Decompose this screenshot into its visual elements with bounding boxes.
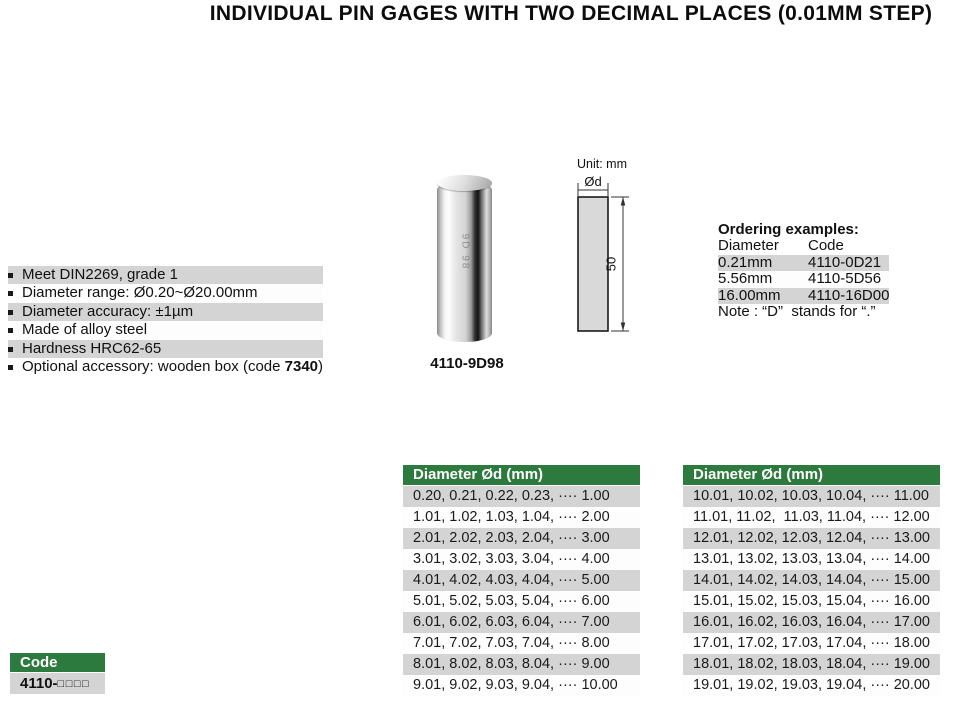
feature-item [8, 321, 323, 339]
pin-gage-engraving: 9D 98 [459, 233, 470, 271]
pin-gage-code-label: 4110-9D98 [430, 355, 504, 372]
feature-text: Diameter range: Ø0.20~Ø20.00mm [22, 284, 258, 302]
feature-text: Diameter accuracy: ±1µm [22, 302, 194, 320]
table-row: 7.01, 7.02, 7.03, 7.04, ···· 8.00 [403, 633, 640, 654]
ordering-row-diameter: 0.21mm [718, 253, 773, 271]
bullet-square-icon [8, 310, 13, 315]
feature-text-post: ) [318, 358, 324, 376]
dimension-drawing [565, 172, 640, 342]
table-row: 10.01, 10.02, 10.03, 10.04, ···· 11.00 [683, 486, 940, 507]
feature-item [8, 284, 323, 302]
pin-gage-photo [437, 175, 492, 342]
table-row: 3.01, 3.02, 3.03, 3.04, ···· 4.00 [403, 549, 640, 570]
feature-text: Meet DIN2269, grade 1 [22, 266, 178, 283]
feature-item [8, 303, 323, 321]
table-row: 13.01, 13.02, 13.03, 13.04, ···· 14.00 [683, 549, 940, 570]
bullet-square-icon [8, 328, 13, 333]
code-prefix: 4110- [20, 675, 58, 692]
bullet-square-icon [8, 273, 13, 278]
feature-item [8, 340, 323, 358]
table-row: 14.01, 14.02, 14.03, 14.04, ···· 15.00 [683, 570, 940, 591]
table-row: 17.01, 17.02, 17.03, 17.04, ···· 18.00 [683, 633, 940, 654]
table-row: 4.01, 4.02, 4.03, 4.04, ···· 5.00 [403, 570, 640, 591]
feature-list [8, 266, 323, 376]
table-row: 2.01, 2.02, 2.03, 2.04, ···· 3.00 [403, 528, 640, 549]
table-row: 1.01, 1.02, 1.03, 1.04, ···· 2.00 [403, 507, 640, 528]
page-title: INDIVIDUAL PIN GAGES WITH TWO DECIMAL PLACES (0.01MM STEP) [209, 2, 933, 25]
ordering-column-headers [718, 238, 889, 254]
bullet-square-icon [8, 291, 13, 296]
bullet-square-icon [8, 347, 13, 352]
ordering-row-code: 4110-5D56 [808, 270, 882, 288]
table-row: 18.01, 18.02, 18.03, 18.04, ···· 19.00 [683, 654, 940, 675]
table-header: Diameter Ød (mm) [683, 465, 940, 486]
ordering-col-code: Code [808, 237, 844, 255]
ordering-examples [718, 222, 889, 320]
table-row: 11.01, 11.02, 11.03, 11.04, ···· 12.00 [683, 507, 940, 528]
table-row: 9.01, 9.02, 9.03, 9.04, ···· 10.00 [403, 675, 640, 696]
diameter-dim-label: Ød [584, 174, 602, 189]
table-row: 0.20, 0.21, 0.22, 0.23, ···· 1.00 [403, 486, 640, 507]
code-placeholder-boxes: □□□□ [57, 678, 91, 690]
ordering-row [718, 255, 889, 271]
table-row: 8.01, 8.02, 8.03, 8.04, ···· 9.00 [403, 654, 640, 675]
code-box [10, 653, 105, 694]
ordering-row [718, 288, 889, 304]
feature-text [22, 358, 323, 376]
ordering-row-code: 4110-16D00 [808, 286, 890, 304]
ordering-row [718, 271, 889, 287]
length-dim-value: 50 [603, 256, 619, 272]
table-row: 12.01, 12.02, 12.03, 12.04, ···· 13.00 [683, 528, 940, 549]
feature-text-pre: Optional accessory: wooden box (code [22, 358, 285, 376]
bullet-square-icon [8, 365, 13, 370]
table-header: Diameter Ød (mm) [403, 465, 640, 486]
feature-text-code: 7340 [284, 358, 319, 376]
unit-label: Unit: mm [577, 157, 627, 171]
feature-item-optional-accessory [8, 358, 323, 376]
ordering-heading: Ordering examples: [718, 221, 859, 238]
diameter-table-right [683, 465, 940, 696]
ordering-row-diameter: 16.00mm [718, 286, 781, 304]
ordering-note: Note : “D” stands for “.” [718, 303, 876, 321]
feature-item [8, 266, 323, 284]
ordering-col-diameter: Diameter [718, 237, 779, 255]
table-row: 19.01, 19.02, 19.03, 19.04, ···· 20.00 [683, 675, 940, 696]
table-row: 5.01, 5.02, 5.03, 5.04, ···· 6.00 [403, 591, 640, 612]
table-row: 6.01, 6.02, 6.03, 6.04, ···· 7.00 [403, 612, 640, 633]
pin-gage-top-face [437, 175, 492, 191]
feature-text: Made of alloy steel [22, 321, 148, 339]
code-box-header: Code [10, 653, 105, 673]
table-row: 16.01, 16.02, 16.03, 16.04, ···· 17.00 [683, 612, 940, 633]
ordering-row-code: 4110-0D21 [808, 253, 882, 271]
diameter-table-left [403, 465, 640, 696]
table-row: 15.01, 15.02, 15.03, 15.04, ···· 16.00 [683, 591, 940, 612]
code-box-value [10, 673, 105, 694]
ordering-row-diameter: 5.56mm [718, 270, 773, 288]
feature-text: Hardness HRC62-65 [22, 339, 162, 357]
